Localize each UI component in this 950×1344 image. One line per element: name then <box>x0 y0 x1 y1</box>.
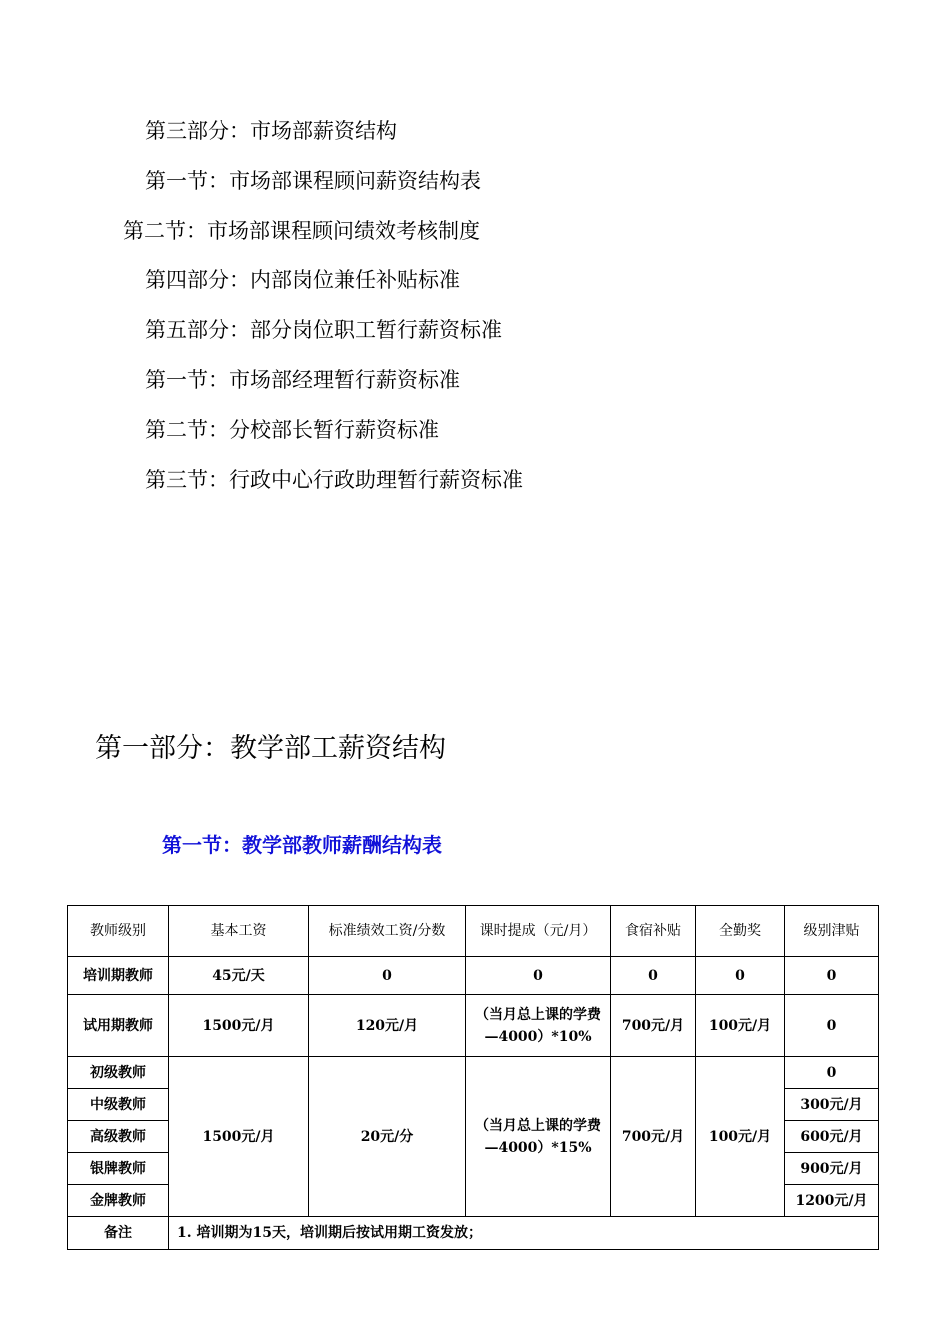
header-cell: 标准绩效工资/分数 <box>309 906 466 957</box>
teacher-salary-table <box>67 905 879 1250</box>
section-title: 第一节：教学部教师薪酬结构表 <box>162 833 442 857</box>
header-cell: 教师级别 <box>68 906 169 957</box>
level-allowance-cell: 600元/月 <box>785 1121 879 1153</box>
level-cell: 金牌教师 <box>68 1185 169 1217</box>
level-allowance-cell: 0 <box>785 957 879 995</box>
base-salary-cell: 45元/天 <box>169 957 309 995</box>
table-row-probation <box>68 995 879 1057</box>
board-subsidy-cell: 700元/月 <box>611 995 696 1057</box>
level-allowance-cell: 0 <box>785 1057 879 1089</box>
base-salary-cell: 1500元/月 <box>169 995 309 1057</box>
level-cell: 中级教师 <box>68 1089 169 1121</box>
remark-label-cell: 备注 <box>68 1217 169 1250</box>
header-cell: 食宿补贴 <box>611 906 696 957</box>
toc-line-part3-sec1: 第一节：市场部课程顾问薪资结构表 <box>145 169 481 193</box>
table-row-remark <box>68 1217 879 1250</box>
attendance-bonus-cell: 100元/月 <box>696 995 785 1057</box>
level-allowance-cell: 0 <box>785 995 879 1057</box>
board-subsidy-cell: 700元/月 <box>611 1057 696 1217</box>
toc-line-part5-sec3: 第三节：行政中心行政助理暂行薪资标准 <box>145 468 523 492</box>
performance-cell: 0 <box>309 957 466 995</box>
level-cell: 试用期教师 <box>68 995 169 1057</box>
header-cell: 全勤奖 <box>696 906 785 957</box>
board-subsidy-cell: 0 <box>611 957 696 995</box>
performance-cell: 120元/月 <box>309 995 466 1057</box>
toc-line-part5-sec1: 第一节：市场部经理暂行薪资标准 <box>145 368 460 392</box>
toc-line-part5: 第五部分：部分岗位职工暂行薪资标准 <box>145 318 502 342</box>
table-header-row <box>68 906 879 957</box>
level-cell: 高级教师 <box>68 1121 169 1153</box>
attendance-bonus-cell: 100元/月 <box>696 1057 785 1217</box>
commission-cell: 0 <box>466 957 611 995</box>
attendance-bonus-cell: 0 <box>696 957 785 995</box>
commission-cell: （当月总上课的学费—4000）*10% <box>466 995 611 1057</box>
level-cell: 培训期教师 <box>68 957 169 995</box>
toc-line-part3-sec2: 第二节：市场部课程顾问绩效考核制度 <box>123 219 480 243</box>
table-row-training <box>68 957 879 995</box>
level-allowance-cell: 300元/月 <box>785 1089 879 1121</box>
level-allowance-cell: 900元/月 <box>785 1153 879 1185</box>
level-cell: 银牌教师 <box>68 1153 169 1185</box>
toc-line-part5-sec2: 第二节：分校部长暂行薪资标准 <box>145 418 439 442</box>
header-cell: 基本工资 <box>169 906 309 957</box>
header-cell: 级别津贴 <box>785 906 879 957</box>
toc-line-part4: 第四部分：内部岗位兼任补贴标准 <box>145 268 460 292</box>
toc-line-part3: 第三部分：市场部薪资结构 <box>145 119 397 143</box>
base-salary-cell: 1500元/月 <box>169 1057 309 1217</box>
table-row-junior <box>68 1057 879 1089</box>
part-title: 第一部分：教学部工薪资结构 <box>95 733 446 764</box>
commission-cell: （当月总上课的学费—4000）*15% <box>466 1057 611 1217</box>
remark-text-cell: 1. 培训期为15天，培训期后按试用期工资发放； <box>169 1217 879 1250</box>
level-allowance-cell: 1200元/月 <box>785 1185 879 1217</box>
level-cell: 初级教师 <box>68 1057 169 1089</box>
header-cell: 课时提成（元/月） <box>466 906 611 957</box>
performance-cell: 20元/分 <box>309 1057 466 1217</box>
